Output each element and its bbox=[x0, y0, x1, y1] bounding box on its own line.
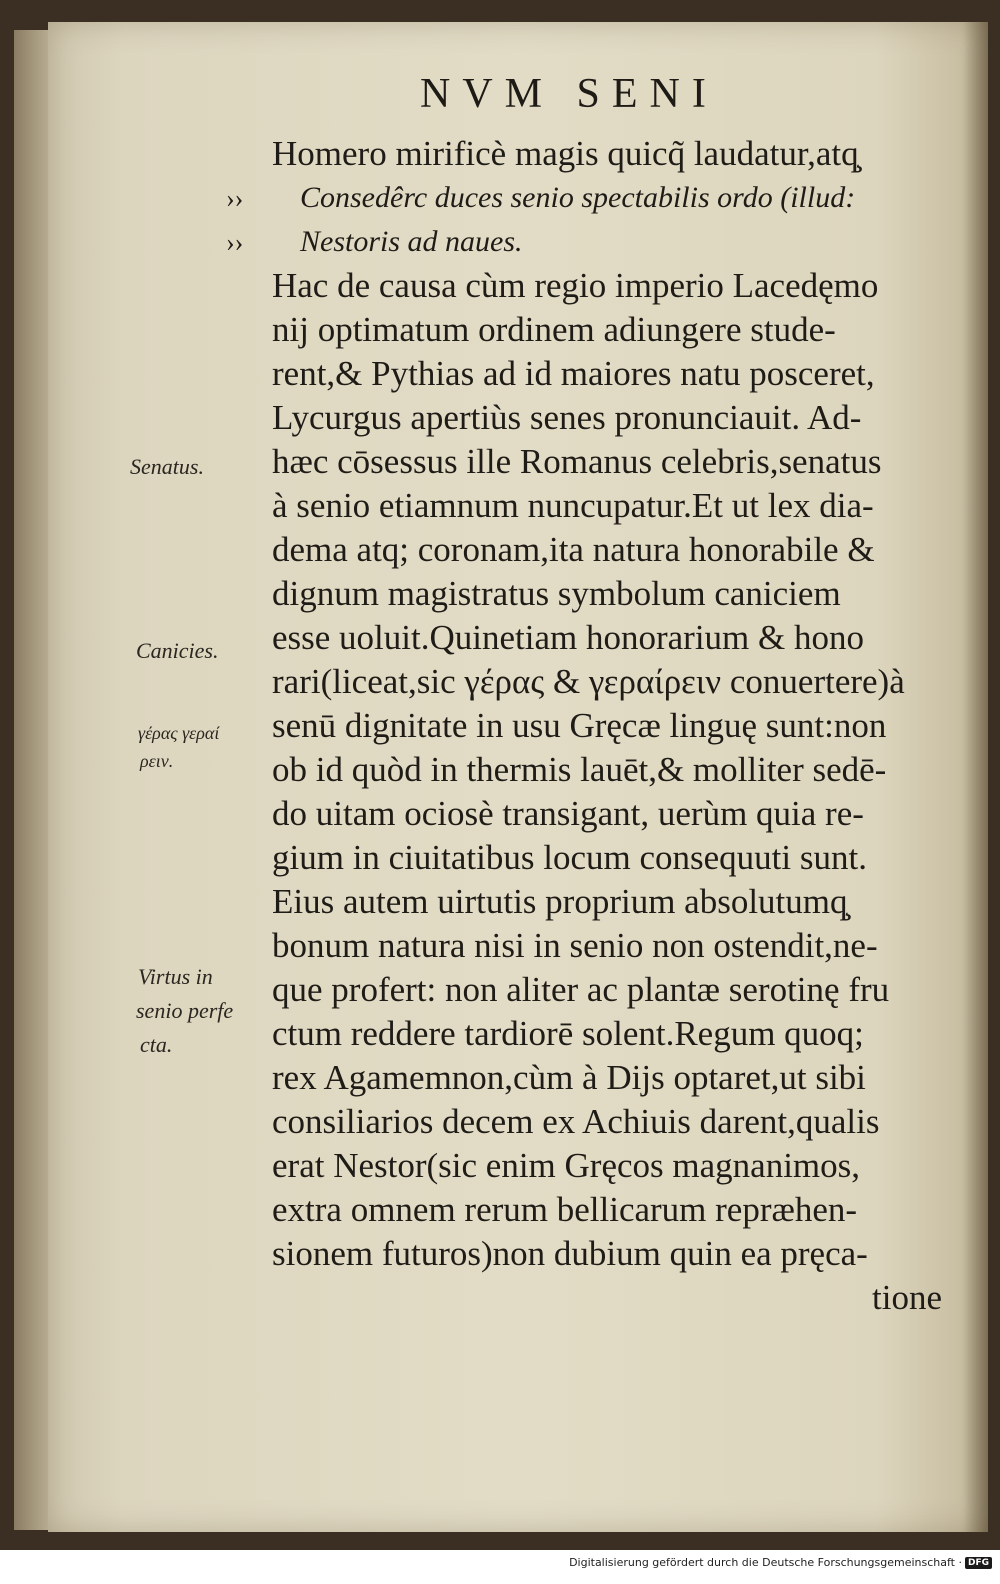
text-line-quotation: Consedêrc duces senio spectabilis ordo (illud: bbox=[300, 181, 856, 214]
credit-text: Digitalisierung gefördert durch die Deutsche Forschungsgemeinschaft · bbox=[569, 1556, 962, 1569]
text-line: hæc cōsessus ille Romanus celebris,senatus bbox=[272, 442, 882, 481]
margin-note-virtus: cta. bbox=[140, 1032, 173, 1057]
margin-note-canicies: Canicies. bbox=[136, 638, 219, 663]
running-header: NVM SENI bbox=[420, 71, 718, 117]
text-line: consiliarios decem ex Achiuis darent,qualis bbox=[272, 1102, 880, 1141]
text-line: sionem futuros)non dubium quin ea pręca- bbox=[272, 1234, 868, 1273]
text-line: gium in ciuitatibus locum consequuti sunt. bbox=[272, 838, 867, 877]
text-line: senū dignitate in usu Gręcæ linguę sunt:non bbox=[272, 706, 887, 745]
text-line: rex Agamemnon,cùm à Dijs optaret,ut sibi bbox=[272, 1058, 866, 1097]
quote-mark: ›› bbox=[226, 228, 244, 257]
text-line: ctum reddere tardiorē solent.Regum quoq; bbox=[272, 1014, 864, 1053]
text-line: dema atq; coronam,ita natura honorabile & bbox=[272, 530, 875, 569]
text-line: Homero mirificè magis quicq̃ laudatur,atq̧ bbox=[272, 134, 859, 173]
text-line-quotation: Nestoris ad naues. bbox=[300, 225, 523, 258]
margin-note-virtus: senio perfe bbox=[136, 998, 234, 1023]
margin-note-senatus: Senatus. bbox=[130, 454, 204, 479]
text-line: Hac de causa cùm regio imperio Lacedęmo bbox=[272, 266, 879, 305]
quote-mark: ›› bbox=[226, 184, 244, 213]
margin-note-geras: γέρας γεραί bbox=[138, 723, 220, 743]
main-text bbox=[272, 132, 972, 1320]
text-line: bonum natura nisi in senio non ostendit,ne- bbox=[272, 926, 878, 965]
digitization-credit bbox=[569, 1556, 992, 1569]
text-line: extra omnem rerum bellicarum repræhen- bbox=[272, 1190, 858, 1229]
text-line: Lycurgus apertiùs senes pronunciauit. Ad- bbox=[272, 398, 862, 437]
text-line: esse uoluit.Quinetiam honorarium & hono bbox=[272, 618, 864, 657]
text-line: do uitam ociosè transigant, uerùm quia re- bbox=[272, 794, 864, 833]
text-line: dignum magistratus symbolum caniciem bbox=[272, 574, 841, 613]
text-line: à senio etiamnum nuncupatur.Et ut lex dia- bbox=[272, 486, 874, 525]
text-line: rent,& Pythias ad id maiores natu posceret, bbox=[272, 354, 875, 393]
dfg-logo-icon: DFG bbox=[965, 1557, 992, 1569]
text-line: rari(liceat,sic γέρας & γεραίρειν conuertere)à bbox=[272, 662, 905, 701]
catchword: tione bbox=[872, 1278, 942, 1317]
margin-note-geras: ρειν. bbox=[140, 751, 174, 771]
text-line: erat Nestor(sic enim Gręcos magnanimos, bbox=[272, 1146, 861, 1185]
text-line: nij optimatum ordinem adiungere stude- bbox=[272, 310, 836, 349]
text-line: Eius autem uirtutis proprium absolutumq̧ bbox=[272, 882, 848, 921]
margin-note-virtus: Virtus in bbox=[138, 964, 213, 989]
text-line: ob id quòd in thermis lauēt,& molliter sedē- bbox=[272, 750, 887, 789]
text-line: que profert: non aliter ac plantæ serotinę fru bbox=[272, 970, 890, 1009]
